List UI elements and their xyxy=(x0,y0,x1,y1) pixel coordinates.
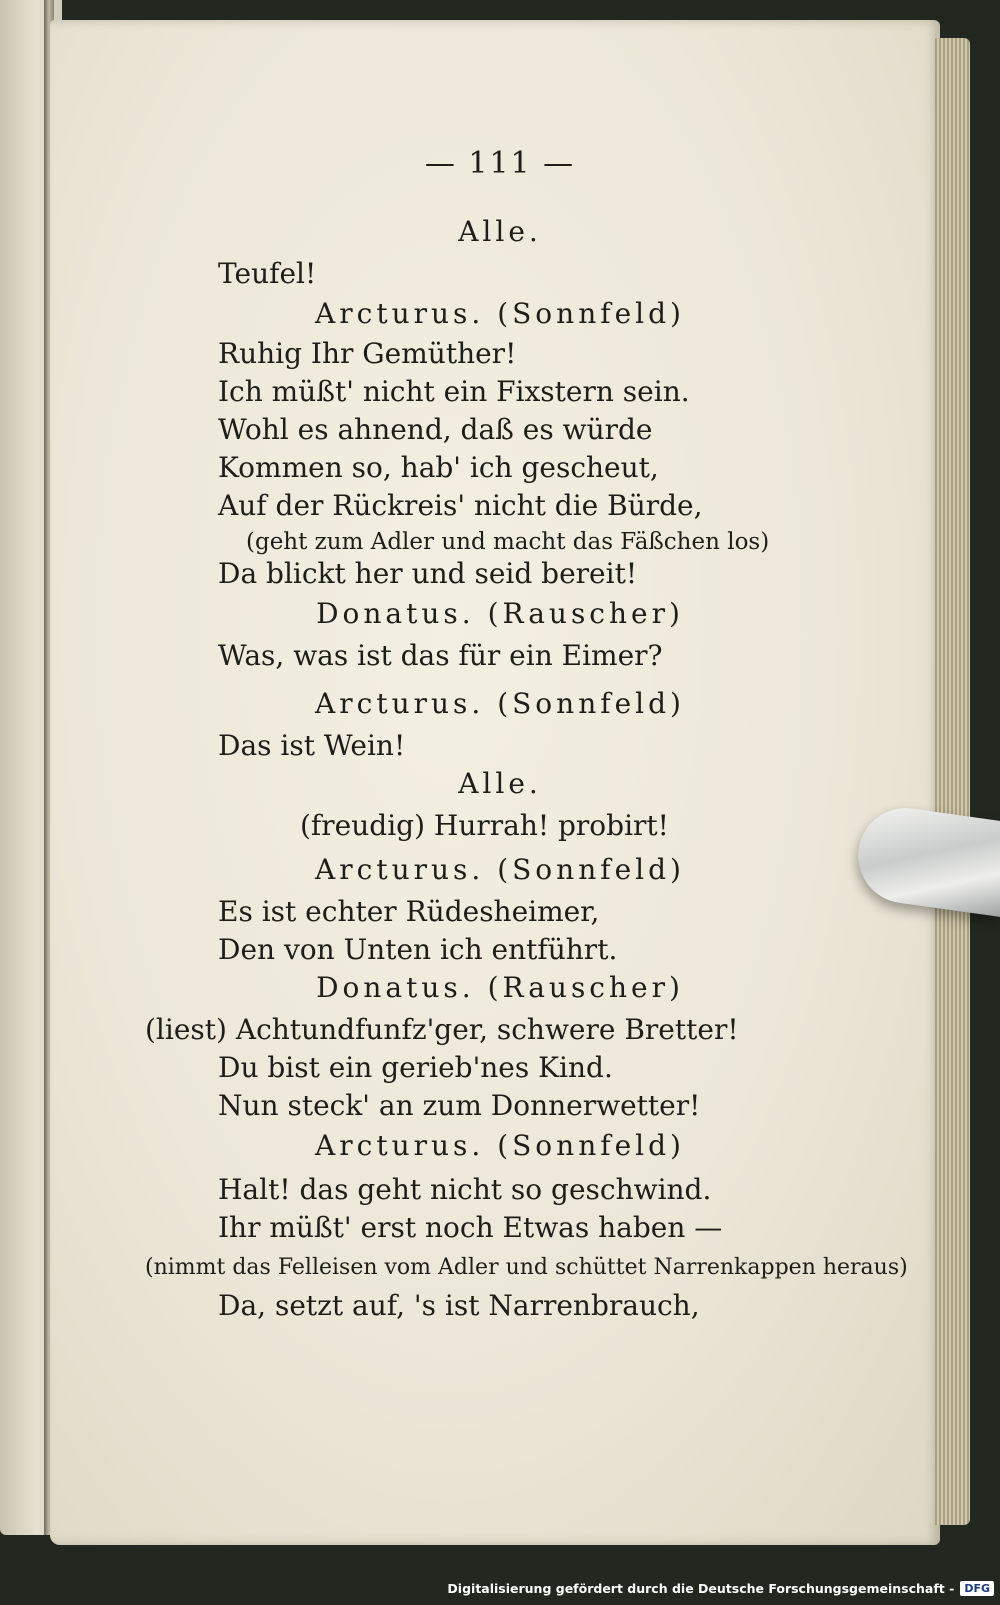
verse-line: Teufel! xyxy=(218,257,317,290)
speaker-line: Donatus. (Rauscher) xyxy=(316,971,684,1004)
speaker-line: Alle. xyxy=(458,767,542,800)
verse-line: Ruhig Ihr Gemüther! xyxy=(218,337,517,370)
verse-line: Du bist ein gerieb'nes Kind. xyxy=(218,1051,613,1084)
stage-direction: (nimmt das Felleisen vom Adler und schüttet Narrenkappen heraus) xyxy=(145,1255,908,1280)
verse-line: Da, setzt auf, 's ist Narrenbrauch, xyxy=(218,1289,700,1322)
verse-line: Das ist Wein! xyxy=(218,729,406,762)
verse-line: (liest) Achtundfunfz'ger, schwere Bretter! xyxy=(145,1013,739,1046)
speaker-line: Arcturus. (Sonnfeld) xyxy=(315,687,685,720)
verse-line: Wohl es ahnend, daß es würde xyxy=(218,413,653,446)
verse-line: Halt! das geht nicht so geschwind. xyxy=(218,1173,712,1206)
verse-line: Ihr müßt' erst noch Etwas haben — xyxy=(218,1211,723,1244)
footer-text: Digitalisierung gefördert durch die Deutsche Forschungsgemeinschaft - xyxy=(447,1580,955,1596)
stage-direction: (geht zum Adler und macht das Fäßchen los) xyxy=(246,529,770,555)
page-number: — 111 — xyxy=(424,146,576,181)
speaker-line: Alle. xyxy=(458,215,542,248)
speaker-line: Arcturus. (Sonnfeld) xyxy=(315,1129,685,1162)
digitization-footer xyxy=(447,1575,994,1601)
dfg-logo: DFG xyxy=(960,1581,994,1596)
verse-line: Den von Unten ich entführt. xyxy=(218,933,618,966)
speaker-line: Donatus. (Rauscher) xyxy=(316,597,684,630)
speaker-line: Arcturus. (Sonnfeld) xyxy=(315,853,685,886)
verse-line: Auf der Rückreis' nicht die Bürde, xyxy=(218,489,703,522)
verse-line: Was, was ist das für ein Eimer? xyxy=(218,639,663,672)
verse-line: Ich müßt' nicht ein Fixstern sein. xyxy=(218,375,690,408)
verse-line: Nun steck' an zum Donnerwetter! xyxy=(218,1089,701,1122)
verse-line: Es ist echter Rüdesheimer, xyxy=(218,895,600,928)
verse-line: Kommen so, hab' ich gescheut, xyxy=(218,451,659,484)
verse-line: Da blickt her und seid bereit! xyxy=(218,557,638,590)
verse-line: (freudig) Hurrah! probirt! xyxy=(300,809,669,842)
speaker-line: Arcturus. (Sonnfeld) xyxy=(315,297,685,330)
